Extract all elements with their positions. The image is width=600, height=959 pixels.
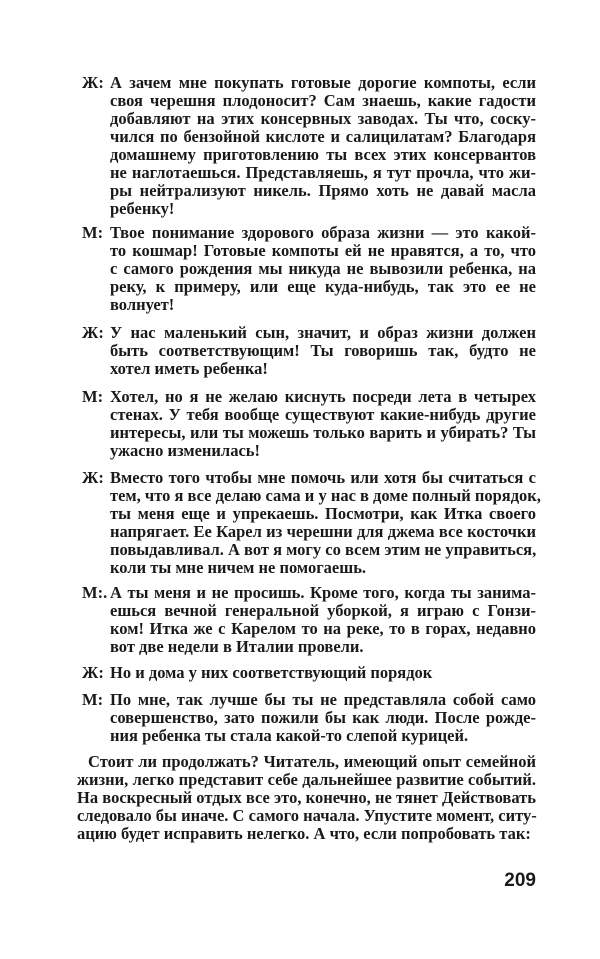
text-line: интересы, или ты можешь только варить и убирать? Ты <box>110 423 536 442</box>
text-line: Вместо того чтобы мне помочь или хотя бы считаться с <box>110 468 536 487</box>
speaker-label: М:. <box>82 583 108 602</box>
text-line: напрягает. Ее Карел из черешни для джема все косточки <box>110 522 536 541</box>
speaker-label: М: <box>82 690 104 709</box>
text-line: добавляют на этих консервных заводах. Ты что, соску- <box>110 109 536 128</box>
text-line: Твое понимание здорового образа жизни — это какой- <box>110 223 536 242</box>
text-line: Стоит ли продолжать? Читатель, имеющий опыт семейной <box>88 752 536 771</box>
text-line: то кошмар! Готовые компоты ей не нравятся, а то, что <box>110 241 536 260</box>
speaker-label: Ж: <box>82 73 104 92</box>
text-line: ацию будет исправить нелегко. А что, если попробовать так: <box>77 824 531 843</box>
text-line: своя черешня плодоносит? Сам знаешь, какие гадости <box>110 91 536 110</box>
text-line: ры нейтрализуют никель. Прямо хоть не давай масла <box>110 181 536 200</box>
text-line: следовало бы иначе. С самого начала. Упустите момент, ситу- <box>77 806 537 825</box>
text-line: ужасно изменилась! <box>110 441 260 460</box>
text-line: ребенку! <box>110 199 175 218</box>
text-line: хотел иметь ребенка! <box>110 359 268 378</box>
text-line: ты меня еще и упрекаешь. Посмотри, как Итка своего <box>110 504 536 523</box>
speaker-label: М: <box>82 223 104 242</box>
text-line: совершенство, зато пожили бы как люди. После рожде- <box>110 708 536 727</box>
text-line: ком! Итка же с Карелом то на реке, то в горах, недавно <box>110 619 536 638</box>
speaker-label: Ж: <box>82 468 104 487</box>
text-line: быть соответствующим! Ты говоришь так, будто не <box>110 341 536 360</box>
text-line: с самого рождения мы никуда не вывозили ребенка, на <box>110 259 536 278</box>
speaker-label: Ж: <box>82 663 104 682</box>
text-line: ешься вечной генеральной уборкой, я играю с Гонзи- <box>110 601 536 620</box>
text-line: ния ребенка ты стала какой-то слепой курицей. <box>110 726 469 745</box>
text-line: реку, к примеру, или еще куда-нибудь, так это ее не <box>110 277 536 296</box>
text-line: По мне, так лучше бы ты не представляла собой само <box>110 690 536 709</box>
text-line: А ты меня и не просишь. Кроме того, когда ты занима- <box>110 583 536 602</box>
page-number: 209 <box>504 870 536 891</box>
text-line: У нас маленький сын, значит, и образ жизни должен <box>110 323 536 342</box>
speaker-label: Ж: <box>82 323 104 342</box>
text-line: не наглотаешься. Представляешь, я тут прочла, что жи- <box>110 163 536 182</box>
text-line: жизни, легко представит себе дальнейшее развитие событий. <box>77 770 536 789</box>
text-line: повыдавливал. А вот я могу со всем этим не управиться, <box>110 540 537 559</box>
text-line: домашнему приготовлению ты всех этих консервантов <box>110 145 536 164</box>
text-line: чился по бензойной кислоте и салицилатам? Благодаря <box>110 127 536 146</box>
text-line: А зачем мне покупать готовые дорогие компоты, если <box>110 73 536 92</box>
text-line: коли ты мне ничем не помогаешь. <box>110 558 367 577</box>
text-line: вот две недели в Италии провели. <box>110 637 364 656</box>
text-line: Но и дома у них соответствующий порядок <box>110 663 433 682</box>
text-line: На воскресный отдых все это, конечно, не тянет Действовать <box>77 788 536 807</box>
text-line: Хотел, но я не желаю киснуть посреди лета в четырех <box>110 387 536 406</box>
text-line: тем, что я все делаю сама и у нас в доме полный порядок, <box>110 486 541 505</box>
text-line: стенах. У тебя вообще существуют какие-нибудь другие <box>110 405 536 424</box>
text-line: волнует! <box>110 295 175 314</box>
speaker-label: М: <box>82 387 104 406</box>
